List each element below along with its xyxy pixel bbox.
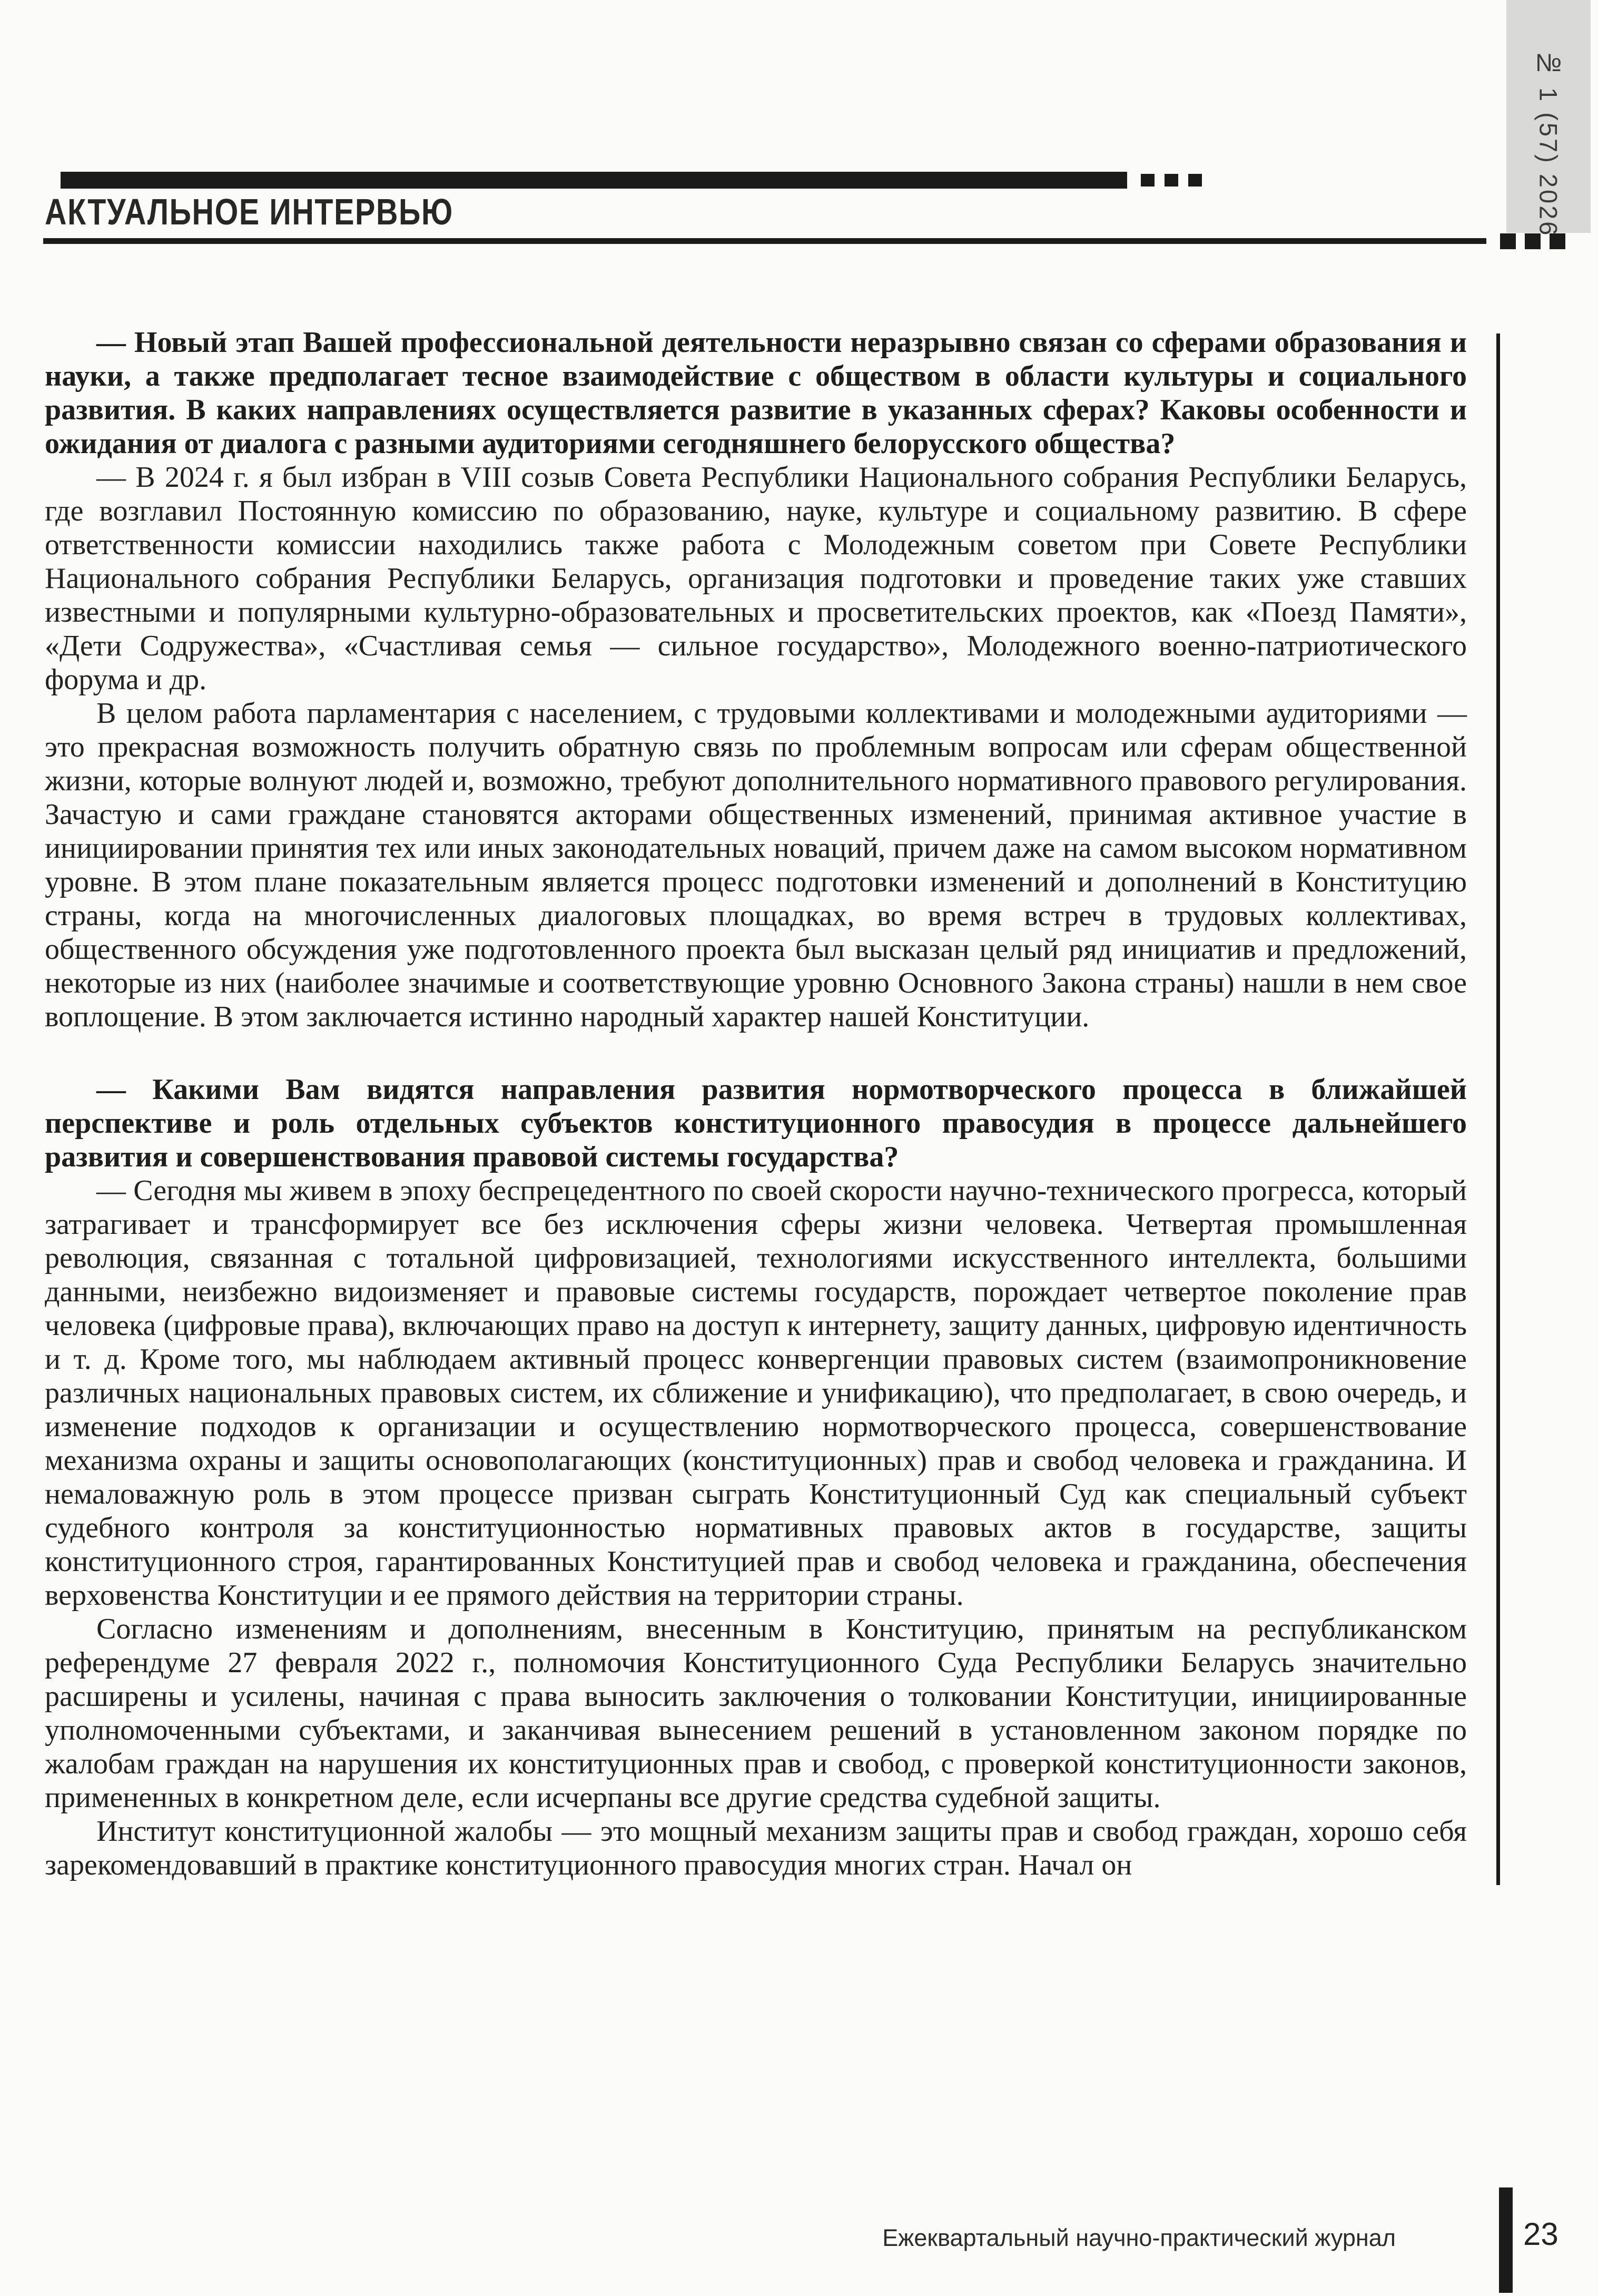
interview-answer: — В 2024 г. я был избран в VIII созыв Совета Республики Национального собрания Республики Беларусь, где возглавил Постоянную комиссию по образованию, науке, культуре и социальному развитию. В сфере ответственности комиссии находились также работа с Молодежным советом при Совете Республики Национального собрания Республики Беларусь, организация подготовки и проведение таких уже ставших известными и популярными культурно-образовательных и просветительских проектов, как «Поезд Памяти», «Дети Содружества», «Счастливая семья — сильное государство», Молодежного военно-патриотического форума и др. <box>45 461 1467 696</box>
interview-question: — Новый этап Вашей профессиональной деятельности неразрывно связан со сферами образования и науки, а также предполагает тесное взаимодействие с обществом в области культуры и социального развития. В каких направлениях осуществляется развитие в указанных сферах? Каковы особенности и ожидания от диалога с разными аудиториями сегодняшнего белорусского общества? <box>45 326 1467 460</box>
header-rule-thin <box>43 238 1486 244</box>
square-marker-icon <box>1165 174 1178 187</box>
page-number: 23 <box>1523 2216 1558 2252</box>
square-marker-icon <box>1500 233 1516 249</box>
journal-name: Ежеквартальный научно-практический журнал <box>882 2224 1396 2251</box>
section-title: АКТУАЛЬНОЕ ИНТЕРВЬЮ <box>45 191 453 232</box>
interview-question: — Какими Вам видятся направления развития нормотворческого процесса в ближайшей перспективе и роль отдельных субъектов конституционного правосудия в процессе дальнейшего развития и совершенствования правовой системы государства? <box>45 1073 1467 1173</box>
right-margin-rule <box>1496 333 1500 1885</box>
page-number-bar <box>1499 2187 1513 2293</box>
interview-answer: Согласно изменениям и дополнениям, внесенным в Конституцию, принятым на республиканском референдуме 27 февраля 2022 г., полномочия Конституционного Суда Республики Беларусь значительно расширены и усилены, начиная с права выносить заключения о толковании Конституции, инициированные уполномоченными субъектами, и заканчивая вынесением решений в установленном законом порядке по жалобам граждан на нарушения их конституционных прав и свобод, с проверкой конституционности законов, примененных в конкретном деле, если исчерпаны все другие средства судебной защиты. <box>45 1613 1467 1814</box>
interview-answer: Институт конституционной жалобы — это мощный механизм защиты прав и свобод граждан, хорошо себя зарекомендовавший в практике конституционного правосудия многих стран. Начал он <box>45 1815 1467 1881</box>
square-marker-icon <box>1141 174 1155 187</box>
issue-strip <box>1506 0 1591 238</box>
interview-answer: — Сегодня мы живем в эпоху беспрецедентного по своей скорости научно-технического прогресса, который затрагивает и трансформирует все без исключения сферы жизни человека. Четвертая промышленная революция, связанная с тотальной цифровизацией, технологиями искусственного интеллекта, большими данными, неизбежно видоизменяет и правовые системы государств, порождает четвертое поколение прав человека (цифровые права), включающих право на доступ к интернету, защиту данных, цифровую идентичность и т. д. Кроме того, мы наблюдаем активный процесс конвергенции правовых систем (взаимопроникновение различных национальных правовых систем, их сближение и унификацию), что предполагает, в свою очередь, и изменение подходов к организации и осуществлению нормотворческого процесса, совершенствование механизма охраны и защиты основополагающих (конституционных) прав и свобод человека и гражданина. И немаловажную роль в этом процессе призван сыграть Конституционный Суд как специальный субъект судебного контроля за конституционностью нормативных правовых актов в государстве, защиты конституционного строя, гарантированных Конституцией прав и свобод человека и гражданина, обеспечения верховенства Конституции и ее прямого действия на территории страны. <box>45 1174 1467 1612</box>
article-body <box>45 326 1467 1882</box>
header-squares-top <box>1141 174 1202 187</box>
header-rule-thick <box>61 172 1127 189</box>
interview-answer: В целом работа парламентария с населением, с трудовыми коллективами и молодежными аудиториями — это прекрасная возможность получить обратную связь по проблемным вопросам или сферам общественной жизни, которые волнуют людей и, возможно, требуют дополнительного нормативного правового регулирования. Зачастую и сами граждане становятся акторами общественных изменений, принимая активное участие в инициировании принятия тех или иных законодательных новаций, причем даже на самом высоком нормативном уровне. В этом плане показательным является процесс подготовки изменений и дополнений в Конституцию страны, когда на многочисленных диалоговых площадках, во время встреч в трудовых коллективах, общественного обсуждения уже подготовленного проекта был высказан целый ряд инициатив и предложений, некоторые из них (наиболее значимые и соответствующие уровню Основного Закона страны) нашли в нем свое воплощение. В этом заключается истинно народный характер нашей Конституции. <box>45 697 1467 1033</box>
square-marker-icon <box>1188 174 1202 187</box>
issue-number: № 1 (57) 2026 <box>1534 48 1563 238</box>
